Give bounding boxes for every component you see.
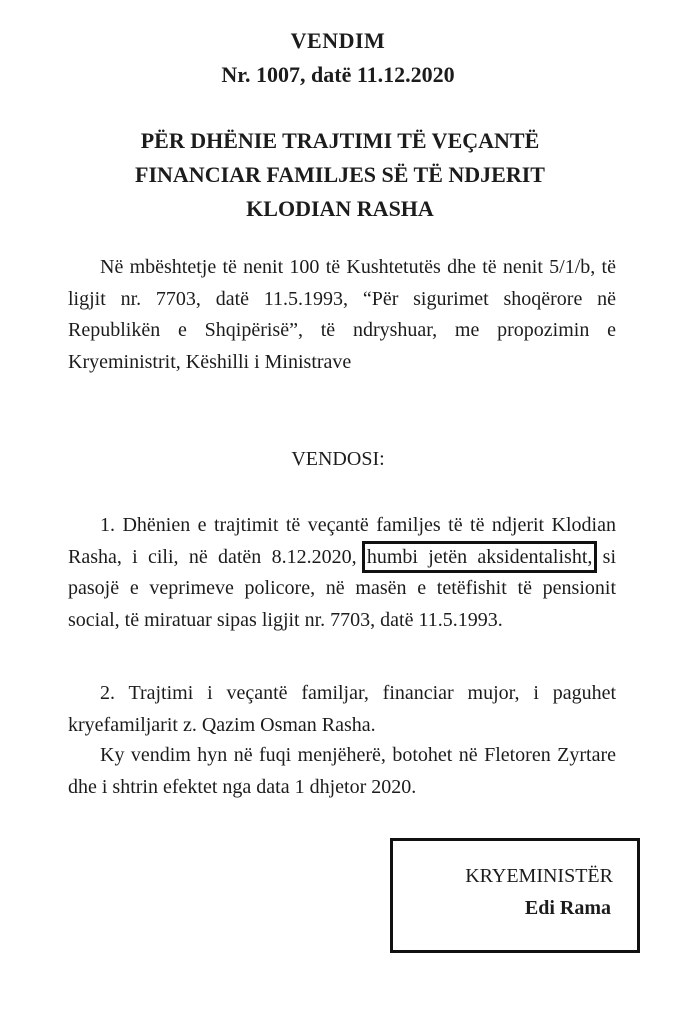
point-2-paragraph: 2. Trajtimi i veçantë familjar, financiar mujor, i paguhet kryefamiljarit z. Qazim Osman Rasha. (68, 682, 616, 736)
preamble-paragraph: Në mbështetje të nenit 100 të Kushtetutës dhe të nenit 5/1/b, të ligjit nr. 7703, datë 11.5.1993, “Për sigurimet shoqërore në Republikën e Shqipërisë”, të ndryshuar, me propozimin e Kryeministrit, Këshilli i Ministrave (68, 256, 616, 373)
decision-subject: PËR DHËNIE TRAJTIMI TË VEÇANTË FINANCIAR FAMILJES SË TË NDJERIT KLODIAN RASHA (135, 128, 545, 221)
signature-role: KRYEMINISTËR (465, 865, 613, 887)
point-1-paragraph (68, 510, 616, 636)
closing-paragraph: Ky vendim hyn në fuqi menjëherë, botohet në Fletoren Zyrtare dhe i shtrin efektet nga data 1 dhjetor 2020. (68, 744, 616, 798)
signature-name: Edi Rama (524, 897, 611, 919)
signature-box (390, 838, 640, 953)
point-1-text-before: 1. Dhënien e trajtimit të veçantë familjes të të ndjerit Klodian Rasha, i cili, në datën 8.12.2020, (68, 514, 616, 568)
decision-number: Nr. 1007, datë 11.12.2020 (221, 62, 455, 87)
decision-title: VENDIM (290, 28, 386, 53)
decision-heading: VENDOSI: (291, 448, 385, 470)
highlighted-phrase-box: humbi jetën aksidentalisht, (366, 545, 593, 568)
point-1-text-after: si pasojë e veprimeve policore, në masën e tetëfishit të pensionit social, të miratuar sipas ligjit nr. 7703, datë 11.5.1993. (68, 545, 617, 631)
